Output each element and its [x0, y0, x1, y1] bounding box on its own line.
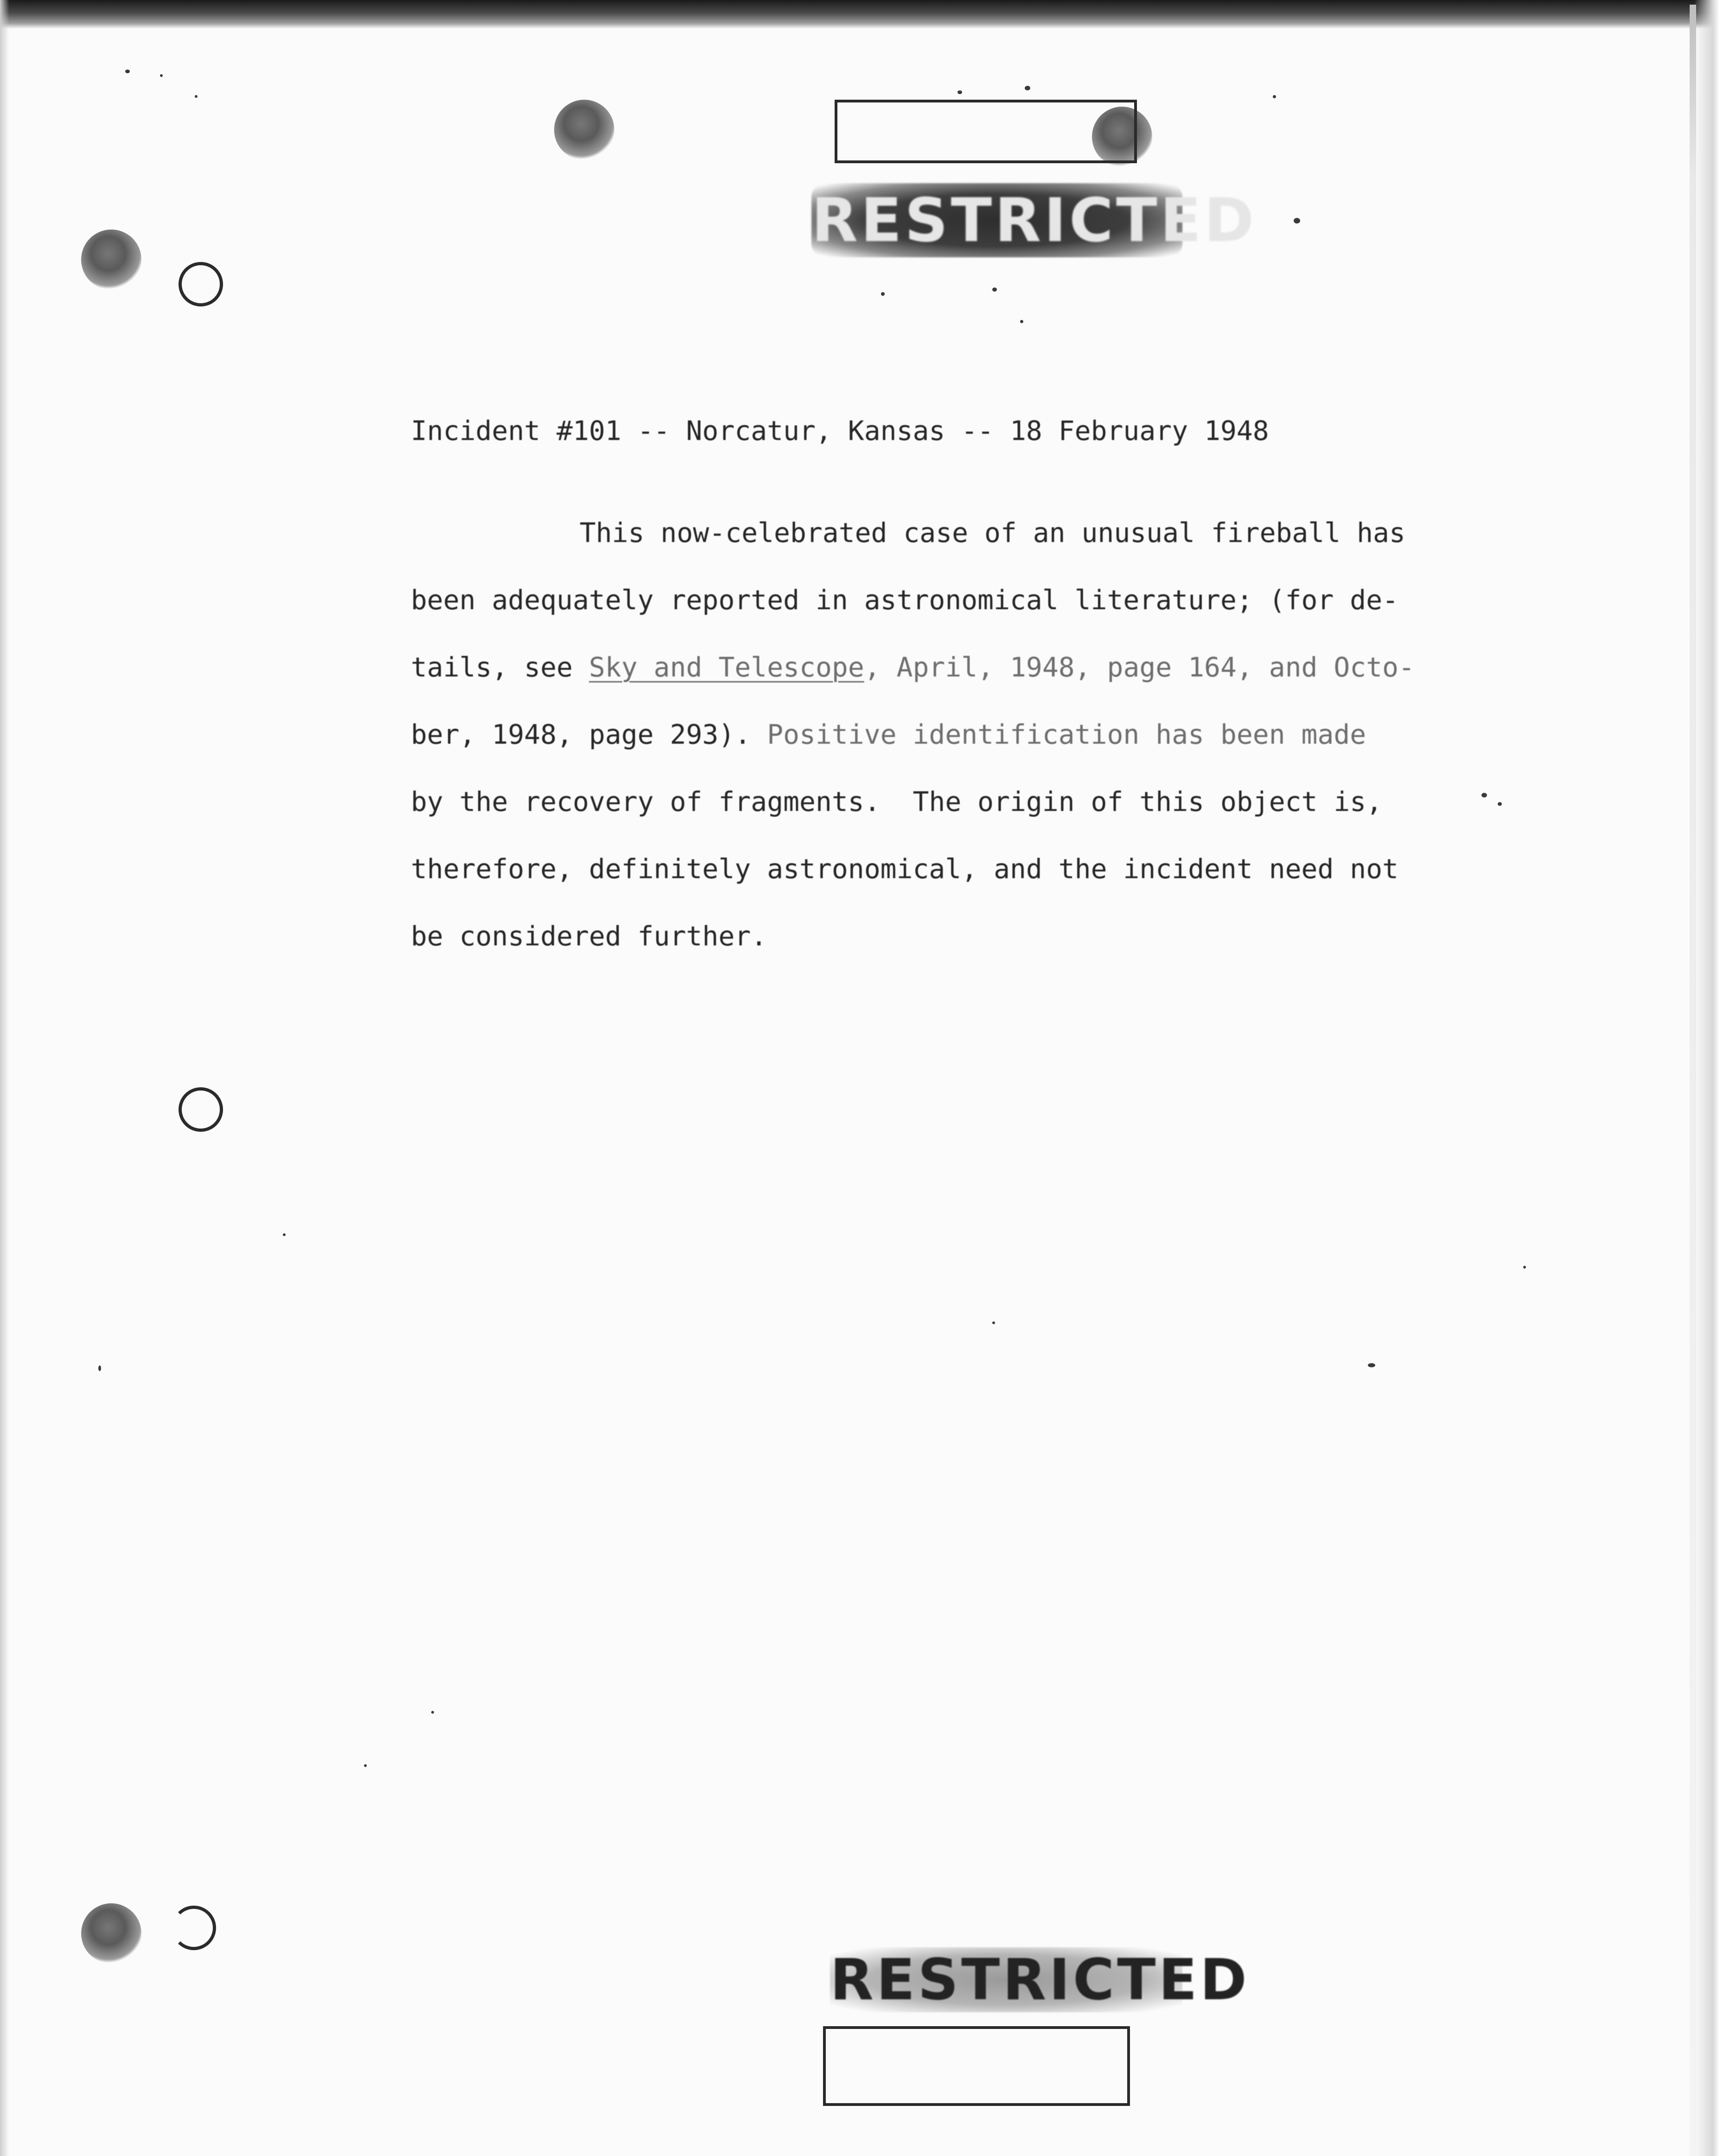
- body-line-7: be considered further.: [411, 920, 767, 952]
- speck: [1294, 218, 1300, 223]
- speck: [125, 70, 130, 73]
- publication-title: Sky and Telescope: [589, 651, 864, 683]
- body-line-1: This now-celebrated case of an unusual fireball has: [580, 517, 1405, 549]
- speck: [992, 1321, 995, 1324]
- body-line-6: therefore, definitely astronomical, and the incident need not: [411, 853, 1399, 885]
- speck: [1523, 1266, 1526, 1269]
- speck: [1025, 86, 1030, 90]
- body-line-4-a: ber, 1948, page 293).: [411, 719, 767, 750]
- incident-heading: Incident #101 -- Norcatur, Kansas -- 18 February 1948: [411, 415, 1269, 447]
- body-line-2: been adequately reported in astronomical literature; (for de-: [411, 584, 1399, 616]
- speck: [1368, 1363, 1375, 1367]
- stamp-box-top: [835, 100, 1137, 163]
- body-line-5: by the recovery of fragments. The origin of this object is,: [411, 786, 1383, 817]
- speck: [364, 1764, 367, 1767]
- speck: [283, 1233, 286, 1236]
- speck: [160, 74, 163, 77]
- speck: [1481, 793, 1487, 797]
- body-line-3-suffix: , April, 1948, page 164, and Octo-: [864, 651, 1415, 683]
- body-line-3: [411, 651, 1415, 683]
- speck: [1498, 802, 1502, 806]
- speck: [957, 90, 962, 94]
- scan-top-edge: [0, 0, 1736, 29]
- restricted-stamp-bottom: RESTRICTED: [830, 1947, 1250, 2013]
- binder-ring-hole: [172, 1906, 216, 1950]
- speck: [195, 95, 198, 98]
- speck: [431, 1711, 434, 1714]
- stamp-box-bottom: [823, 2026, 1130, 2106]
- punch-hole: [81, 1903, 141, 1964]
- scan-right-edge: [1694, 0, 1736, 2156]
- scan-left-edge: [0, 0, 9, 2156]
- restricted-stamp-top: RESTRICTED: [811, 183, 1182, 257]
- speck: [98, 1365, 101, 1371]
- punch-hole: [81, 230, 141, 290]
- speck: [881, 292, 885, 296]
- body-line-3-prefix: tails, see: [411, 651, 589, 683]
- speck: [1273, 95, 1276, 98]
- body-line-4: [411, 719, 1366, 750]
- punch-hole: [554, 100, 614, 160]
- speck: [1020, 320, 1023, 323]
- body-line-4-b: Positive identification has been made: [767, 719, 1366, 750]
- binder-ring-hole: [179, 262, 223, 306]
- speck: [992, 287, 997, 292]
- binder-ring-hole: [179, 1087, 223, 1132]
